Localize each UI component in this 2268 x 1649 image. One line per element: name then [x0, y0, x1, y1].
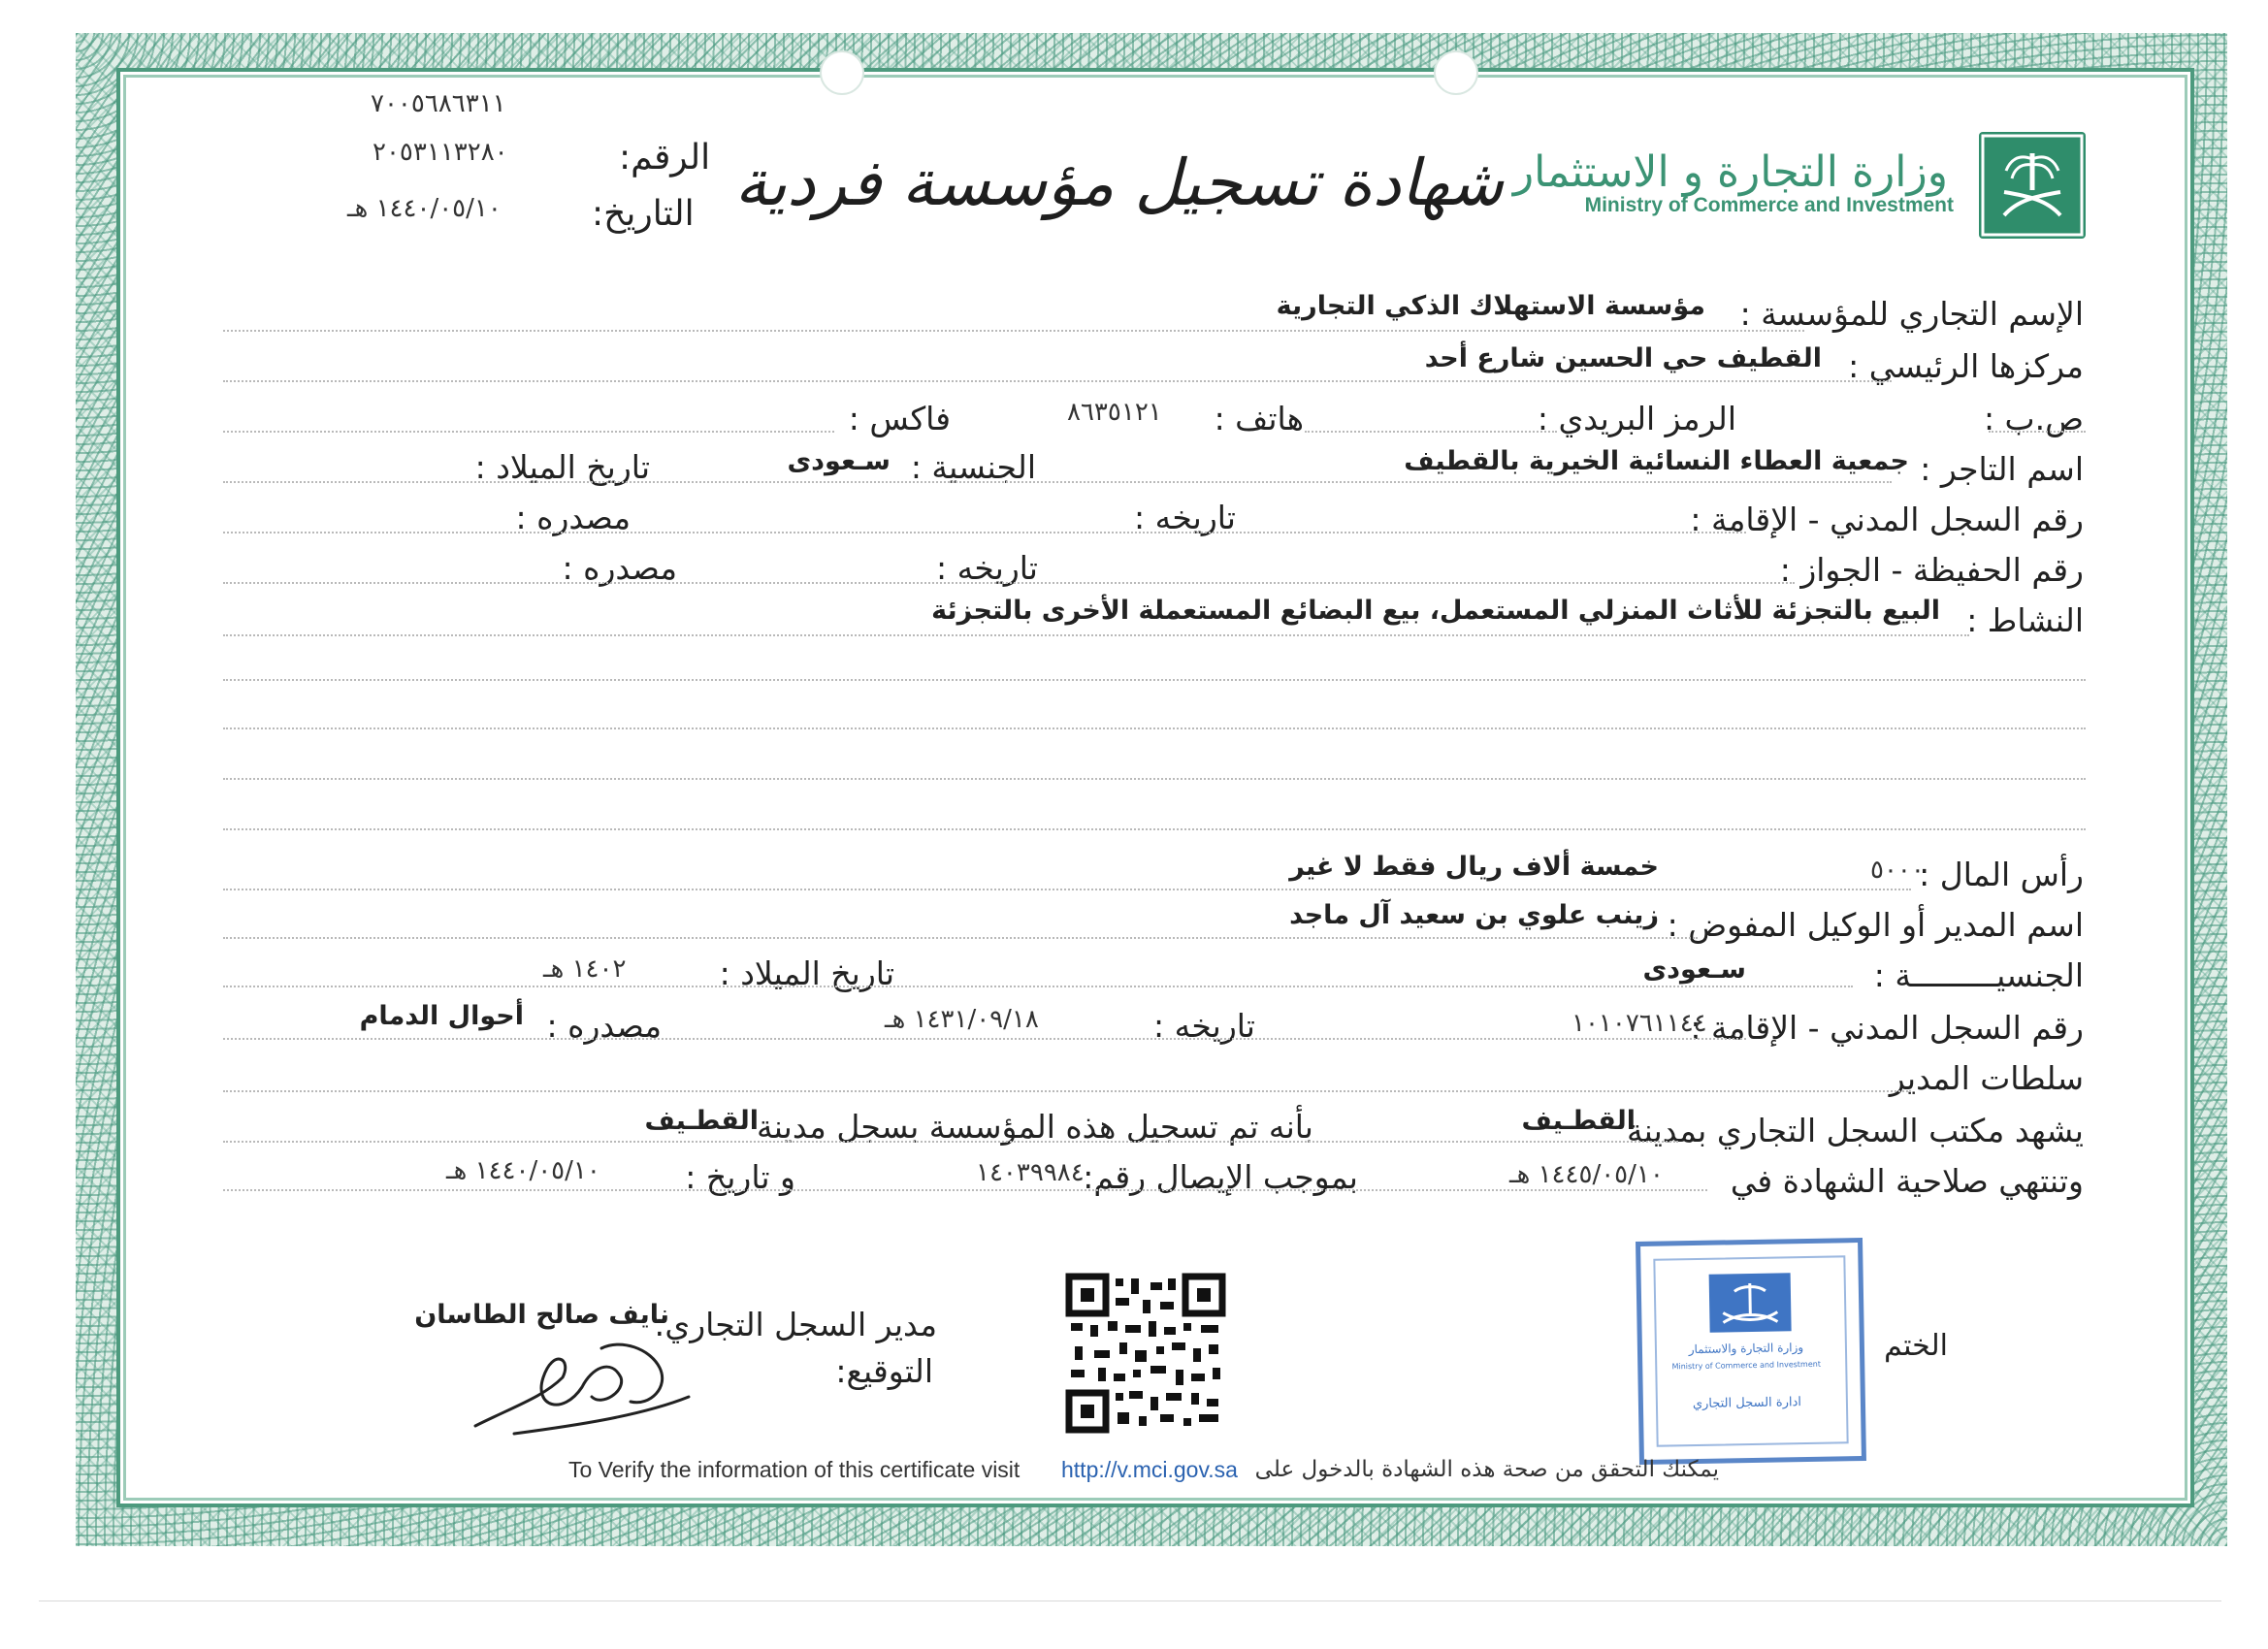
palm-swords-icon: [1979, 132, 2086, 239]
fax-label: فاكس :: [848, 400, 951, 437]
dotted-line: [223, 330, 1804, 332]
manager-civil-id-source-label: مصدره :: [546, 1007, 662, 1045]
registered-text: بأنه تم تسجيل هذه المؤسسة بسجل مدينة: [757, 1108, 1313, 1146]
trade-name-label: الإسم التجاري للمؤسسة :: [1739, 295, 2084, 333]
seal-label: الختم: [1884, 1329, 1948, 1363]
official-stamp: [1636, 1238, 1866, 1465]
capital-in-words: خمسة ألاف ريال فقط لا غير: [1289, 852, 1659, 882]
signature-label: التوقيع:: [835, 1352, 933, 1390]
punch-hole: [1434, 50, 1478, 95]
capital-amount: ٥٠٠٠: [1870, 856, 1925, 885]
manager-authorities-label: سلطات المدير: [1889, 1059, 2084, 1097]
passport-label: رقم الحفيظة - الجواز :: [1779, 551, 2084, 589]
number-label: الرقم:: [619, 138, 711, 178]
postal-code-label: الرمز البريدي :: [1537, 400, 1736, 437]
manager-nationality-value: سـعودى: [1642, 954, 1746, 985]
merchant-name-label: اسم التاجر :: [1920, 450, 2084, 488]
dotted-line: [1305, 431, 1557, 433]
activity-value: البيع بالتجزئة للأثاث المنزلي المستعمل، بيع البضائع المستعملة الأخرى بالتجزئة: [931, 596, 1940, 626]
verification-qr-code[interactable]: [1065, 1273, 1226, 1434]
registry-manager-label: مدير السجل التجاري:: [654, 1306, 937, 1343]
dotted-line: [223, 532, 1746, 534]
receipt-value: ١٤٠٣٩٩٨٤: [976, 1158, 1085, 1187]
verify-text-arabic: يمكنك التحقق من صحة هذه الشهادة بالدخول على: [1254, 1457, 1719, 1482]
po-box-label: ص.ب :: [1983, 400, 2084, 437]
registry-manager-name: نايف صالح الطاسان: [414, 1300, 669, 1330]
saudi-emblem-logo: [1979, 132, 2086, 239]
verify-text-english: To Verify the information of this certificate visit: [568, 1457, 1021, 1482]
date-value: ١٤٤٠/٠٥/١٠ هـ: [347, 194, 502, 223]
ministry-name-english: Ministry of Commerce and Investment: [1584, 194, 1954, 216]
dotted-line: [223, 986, 1853, 987]
dotted-line: [223, 889, 1911, 890]
manager-civil-id-value: ١٠١٠٧٦١١٤٤: [1571, 1009, 1707, 1038]
registered-city: القطـيف: [644, 1106, 759, 1136]
capital-label: رأس المال :: [1919, 856, 2084, 893]
manager-civil-id-source-value: أحوال الدمام: [359, 1001, 524, 1031]
dotted-line: [223, 1090, 1911, 1092]
manager-name-label: اسم المدير أو الوكيل المفوض :: [1667, 906, 2084, 944]
dotted-line: [223, 679, 2086, 681]
seal-ministry-arabic: وزارة التجارة والاستثمار: [1688, 1341, 1804, 1357]
manager-birth-date-value: ١٤٠٢ هـ: [543, 954, 627, 984]
manager-civil-id-date-value: ١٤٣١/٠٩/١٨ هـ: [885, 1005, 1039, 1034]
merchant-civil-id-source-label: مصدره :: [515, 499, 631, 536]
dotted-line: [223, 778, 2086, 780]
passport-source-label: مصدره :: [562, 549, 677, 587]
verify-url-link[interactable]: http://v.mci.gov.sa: [1061, 1457, 1238, 1482]
headquarters-label: مركزها الرئيسي :: [1848, 347, 2084, 385]
dotted-line: [223, 1141, 1678, 1143]
number-value: ٢٠٥٣١١٣٢٨٠: [373, 138, 508, 167]
registry-office-label: يشهد مكتب السجل التجاري بمدينة: [1626, 1112, 2084, 1149]
expiry-label: وتنتهي صلاحية الشهادة في: [1730, 1162, 2084, 1200]
manager-name-value: زينب علوي بن سعيد آل ماجد: [1289, 900, 1659, 930]
registry-office-city: القطـيف: [1521, 1106, 1636, 1136]
receipt-label: بموجب الإيصال رقم:: [1083, 1158, 1358, 1196]
activity-label: النشاط :: [1966, 601, 2084, 639]
top-serial-number: ٧٠٠٥٦٨٦٣١١: [371, 89, 506, 118]
manager-civil-id-label: رقم السجل المدني - الإقامة :: [1690, 1009, 2084, 1047]
manager-birth-date-label: تاريخ الميلاد :: [719, 954, 894, 992]
merchant-nationality-value: سـعودى: [787, 446, 891, 476]
headquarters-value: القطيف حي الحسين شارع أحد: [1424, 343, 1822, 373]
dotted-line: [223, 380, 1892, 382]
handwritten-signature: [456, 1319, 708, 1445]
receipt-date-value: ١٤٤٠/٠٥/١٠ هـ: [446, 1156, 600, 1185]
manager-civil-id-date-label: تاريخه :: [1153, 1007, 1255, 1045]
phone-label: هاتف :: [1214, 400, 1304, 437]
seal-ministry-english: Ministry of Commerce and Investment: [1671, 1359, 1822, 1372]
merchant-nationality-label: الجنسية :: [910, 448, 1036, 486]
page-divider: [39, 1600, 2221, 1601]
dotted-line: [223, 728, 2086, 729]
qr-code-icon: [1065, 1273, 1226, 1434]
merchant-civil-id-date-label: تاريخه :: [1134, 499, 1236, 536]
trade-name-value: مؤسسة الاستهلاك الذكي التجارية: [1276, 291, 1705, 321]
dotted-line: [223, 1038, 1746, 1040]
certificate-title: شهادة تسجيل مؤسسة فردية: [734, 146, 1504, 220]
dotted-line: [1989, 431, 2086, 433]
dotted-line: [223, 937, 1698, 939]
dotted-line: [223, 828, 2086, 830]
seal-department: ادارة السجل التجاري: [1692, 1395, 1802, 1412]
dotted-line: [223, 1189, 1707, 1191]
date-label: التاريخ:: [592, 194, 695, 234]
passport-date-label: تاريخه :: [936, 549, 1038, 587]
ministry-name-arabic: وزارة التجارة و الاستثمار: [1512, 147, 1948, 197]
merchant-birth-date-label: تاريخ الميلاد :: [474, 448, 650, 486]
dotted-line: [223, 481, 1892, 483]
receipt-date-label: و تاريخ :: [685, 1158, 795, 1196]
dotted-line: [223, 431, 834, 433]
phone-value: ٨٦٣٥١٢١: [1067, 398, 1162, 427]
punch-hole: [820, 50, 864, 95]
dotted-line: [223, 582, 1795, 584]
expiry-value: ١٤٤٥/٠٥/١٠ هـ: [1509, 1160, 1664, 1189]
manager-nationality-label: الجنسيـــــــــة :: [1873, 956, 2084, 994]
dotted-line: [223, 634, 1969, 636]
merchant-name-value: جمعية العطاء النسائية الخيرية بالقطيف: [1404, 446, 1909, 476]
merchant-civil-id-label: رقم السجل المدني - الإقامة :: [1690, 501, 2084, 538]
